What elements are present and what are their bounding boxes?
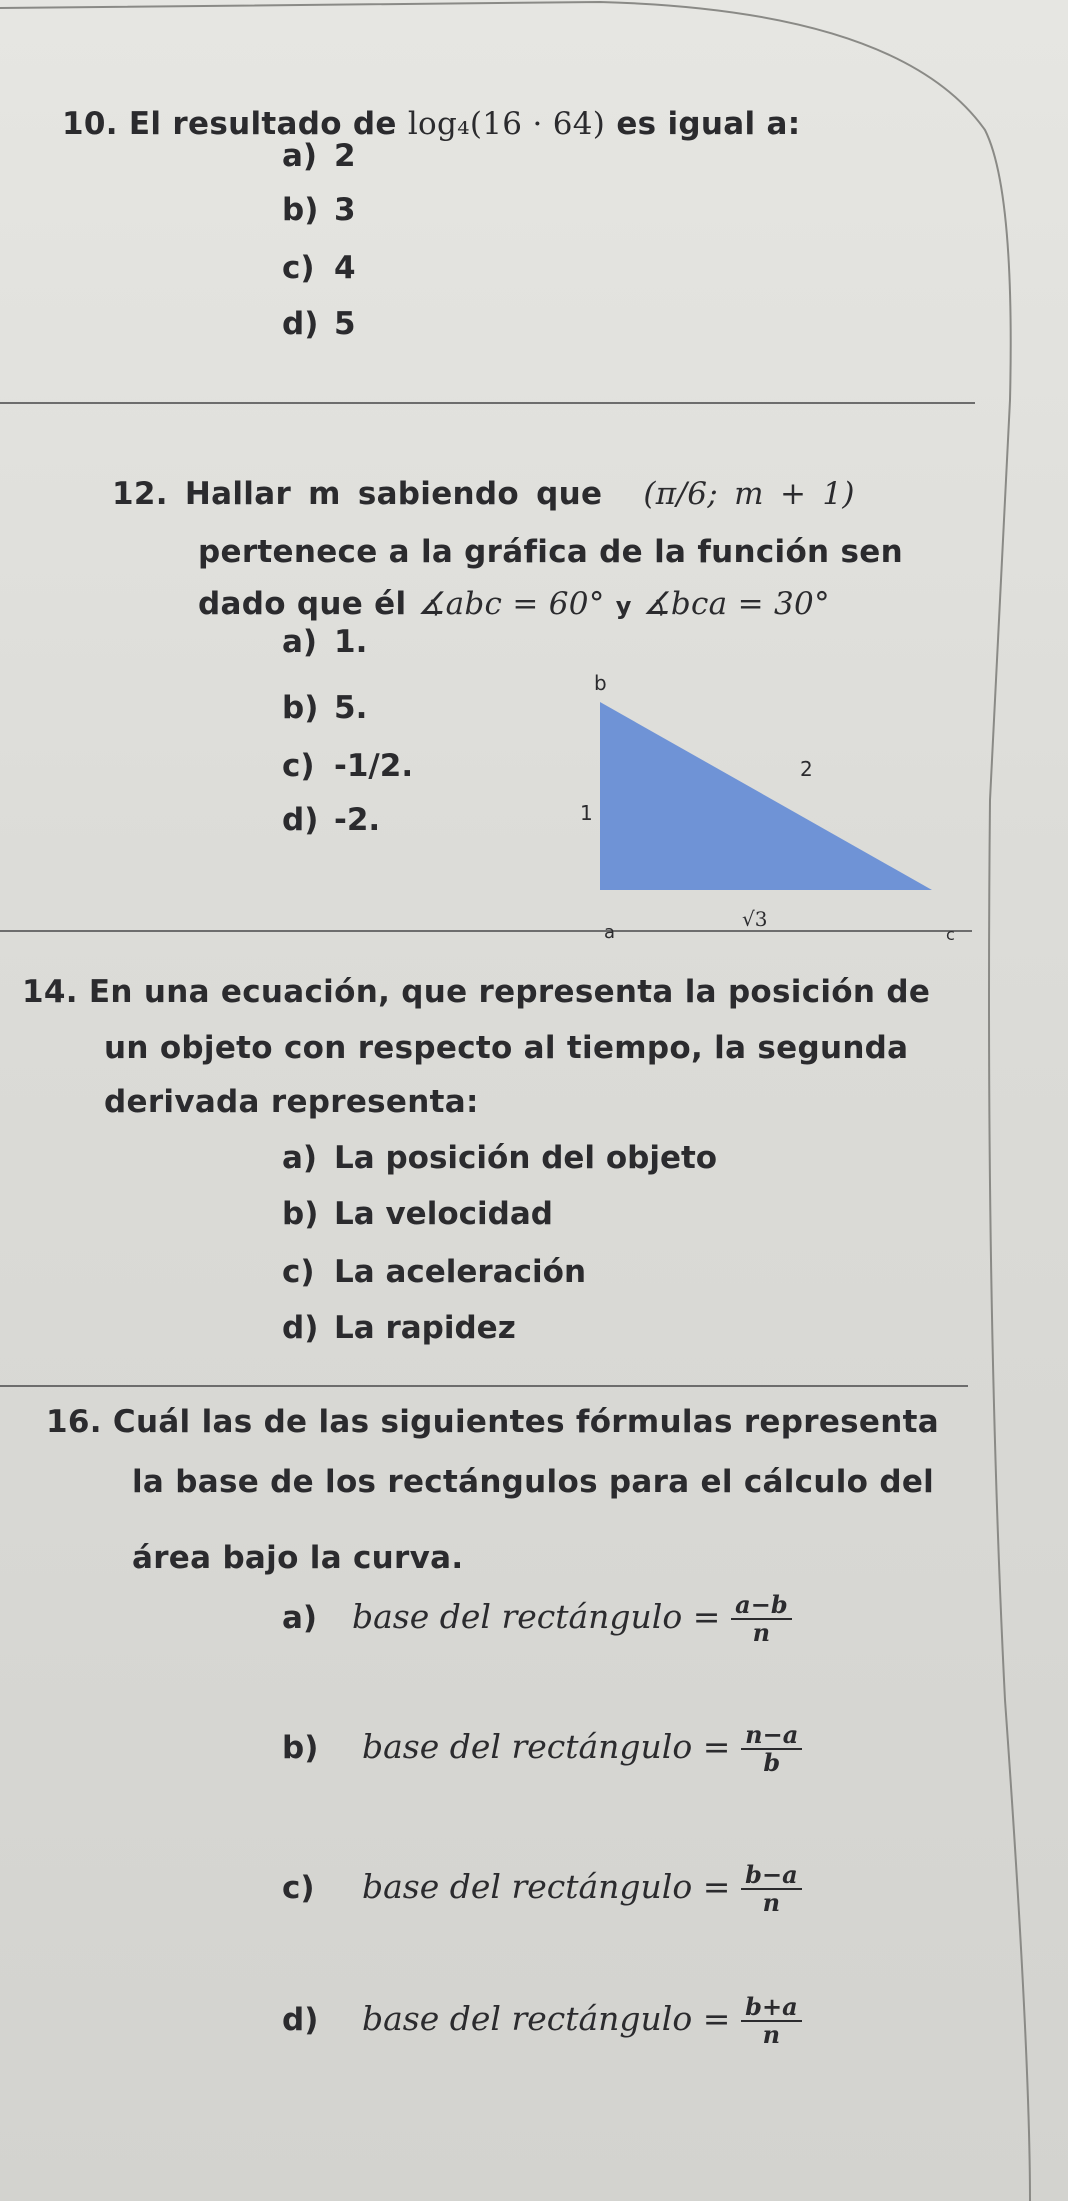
option-a[interactable]: a) base del rectángulo = $\frac{a-b}{n}$ — [282, 1592, 792, 1647]
option-b[interactable]: b) La velocidad — [282, 1196, 553, 1232]
question-number: 10. — [62, 106, 118, 142]
question-text: la base de los rectángulos para el cálculo del — [132, 1464, 935, 1500]
triangle-diagram — [560, 660, 980, 950]
option-d[interactable]: d) base del rectángulo = $\frac{b+a}{n}$ — [282, 1994, 802, 2049]
math-expression: log₄(16 · 64) — [407, 106, 606, 142]
option-c[interactable]: c) 4 — [282, 250, 356, 286]
label-side-sqrt3: √3 — [742, 907, 768, 931]
option-d[interactable]: d) 5 — [282, 306, 356, 342]
option-a[interactable]: a) La posición del objeto — [282, 1140, 718, 1176]
option-b[interactable]: b) base del rectángulo = $\frac{n-a}{b}$ — [282, 1722, 802, 1777]
fraction: $\frac{a-b}{n}$ — [731, 1592, 791, 1647]
fraction: $\frac{b-a}{n}$ — [741, 1862, 801, 1917]
question-16-line1 — [46, 1398, 939, 1446]
option-d[interactable]: d) La rapidez — [282, 1310, 516, 1346]
angle-bca: ∡bca = 30° — [642, 586, 830, 622]
label-side-2: 2 — [800, 757, 813, 781]
question-12 — [112, 470, 992, 518]
question-number: 12. — [112, 476, 168, 512]
divider-3 — [0, 1385, 968, 1387]
option-c[interactable]: c) La aceleración — [282, 1254, 587, 1290]
label-side-1: 1 — [580, 801, 593, 825]
right-triangle — [600, 702, 932, 890]
question-text: Hallar m sabiendo que — [184, 476, 603, 512]
divider-1 — [0, 402, 975, 404]
question-number: 16. — [46, 1404, 102, 1440]
option-a[interactable]: a) 2 — [282, 138, 356, 174]
question-text-line3: dado que él ∡abc = 60° y ∡bca = 30° — [198, 586, 830, 622]
question-text: un objeto con respecto al tiempo, la segunda — [104, 1030, 909, 1066]
fraction: $\frac{n-a}{b}$ — [741, 1722, 802, 1777]
label-c: c — [946, 925, 955, 944]
option-b[interactable]: b) 3 — [282, 192, 356, 228]
question-text: es igual a: — [616, 106, 801, 142]
question-14-line1 — [22, 968, 930, 1016]
label-b: b — [594, 671, 607, 695]
question-text: área bajo la curva. — [132, 1540, 464, 1576]
label-a: a — [604, 922, 616, 943]
option-c[interactable]: c) -1/2. — [282, 748, 414, 784]
question-text: Cuál las de las siguientes fórmulas representa — [112, 1404, 939, 1440]
question-10 — [62, 100, 962, 148]
question-text: derivada representa: — [104, 1084, 479, 1120]
question-number: 14. — [22, 974, 78, 1010]
angle-abc: ∡abc = 60° — [417, 586, 605, 622]
question-text: pertenece a la gráfica de la función sen — [198, 534, 903, 570]
question-text: El resultado de — [128, 106, 397, 142]
option-c[interactable]: c) base del rectángulo = $\frac{b-a}{n}$ — [282, 1862, 802, 1917]
fraction: $\frac{b+a}{n}$ — [741, 1994, 801, 2049]
math-point: (π/6; m + 1) — [643, 476, 855, 512]
question-text: En una ecuación, que representa la posición de — [88, 974, 931, 1010]
option-d[interactable]: d) -2. — [282, 802, 381, 838]
option-a[interactable]: a) 1. — [282, 624, 368, 660]
option-b[interactable]: b) 5. — [282, 690, 368, 726]
